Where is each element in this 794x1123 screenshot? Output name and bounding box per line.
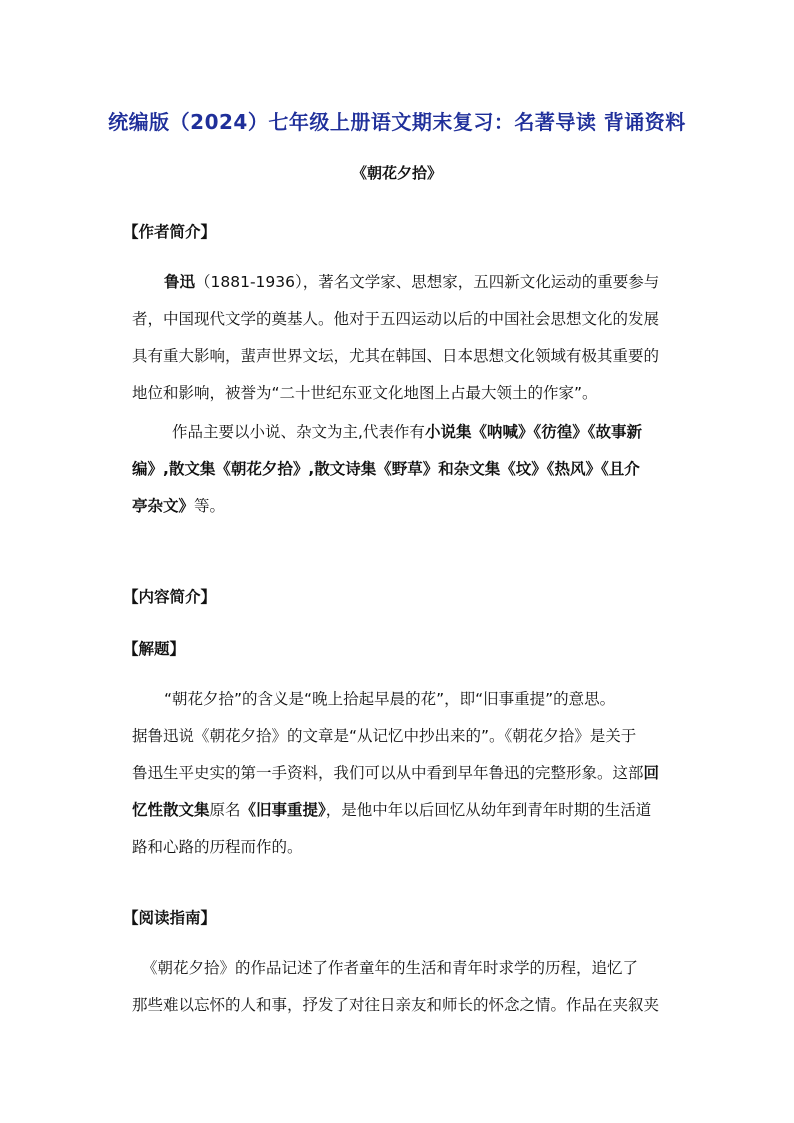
text-segment: ，是他中年以后回忆从幼年到青年时期的生活道 [325,801,652,819]
text-line: 据鲁迅说《朝花夕拾》的文章是“从记忆中抄出来的”。《朝花夕拾》是关于 [132,727,637,745]
author-paragraph-1 [132,264,692,412]
text-line: 者，中国现代文学的奠基人。他对于五四运动以后的中国社会思想文化的发展 [132,310,660,328]
text-line [132,264,692,301]
text-line [132,755,692,792]
text-segment: 等。 [194,497,226,515]
text-segment: （1881-1936），著名文学家、思想家，五四新文化运动的重要参与 [195,273,660,291]
page-title: 统编版（2024）七年级上册语文期末复习：名著导读 背诵资料 [108,110,686,134]
heading-content: 【内容简介】 [123,588,217,606]
heading-jieti: 【解题】 [123,640,186,658]
author-paragraph-2 [132,414,692,525]
text-line [132,488,692,525]
text-segment: 鲁迅生平史实的第一手资料，我们可以从中看到早年鲁迅的完整形象。这部 [132,764,644,782]
heading-author: 【作者简介】 [123,223,217,241]
text-line [132,414,692,451]
text-segment: 原名 [209,801,241,819]
text-line: 那些难以忘怀的人和事，抒发了对往日亲友和师长的怀念之情。作品在夹叙夹 [132,996,660,1014]
text-line: 地位和影响，被誉为“二十世纪东亚文化地图上占最大领土的作家”。 [132,384,598,402]
text-line: 路和心路的历程而作的。 [132,838,303,856]
text-segment-bold: 回 [643,764,660,782]
text-line [132,792,692,829]
text-segment: 作品主要以小说、杂文为主,代表作有 [172,423,425,441]
author-name: 鲁迅 [164,273,196,291]
text-segment-bold: 小说集《呐喊》《彷徨》《故事新 [424,423,642,441]
text-segment-bold: 《旧事重提》 [240,801,326,819]
text-line: 《朝花夕拾》的作品记述了作者童年的生活和青年时求学的历程，追忆了 [142,959,639,977]
text-segment-bold: 编》,散文集《朝花夕拾》,散文诗集《野草》和杂文集《坟》《热风》《且介 [132,460,640,478]
jieti-paragraph [132,681,692,866]
text-line: 具有重大影响，蜚声世界文坛，尤其在韩国、日本思想文化领域有极其重要的 [132,347,660,365]
text-segment-bold: 亭杂文》 [132,497,195,515]
book-title: 《朝花夕拾》 [351,164,442,182]
text-line: “朝花夕拾”的含义是“晚上拾起早晨的花”，即“旧事重提”的意思。 [164,690,616,708]
heading-guide: 【阅读指南】 [123,909,217,927]
text-line [132,451,692,488]
text-segment-bold: 忆性散文集 [132,801,210,819]
guide-paragraph [132,950,692,1024]
